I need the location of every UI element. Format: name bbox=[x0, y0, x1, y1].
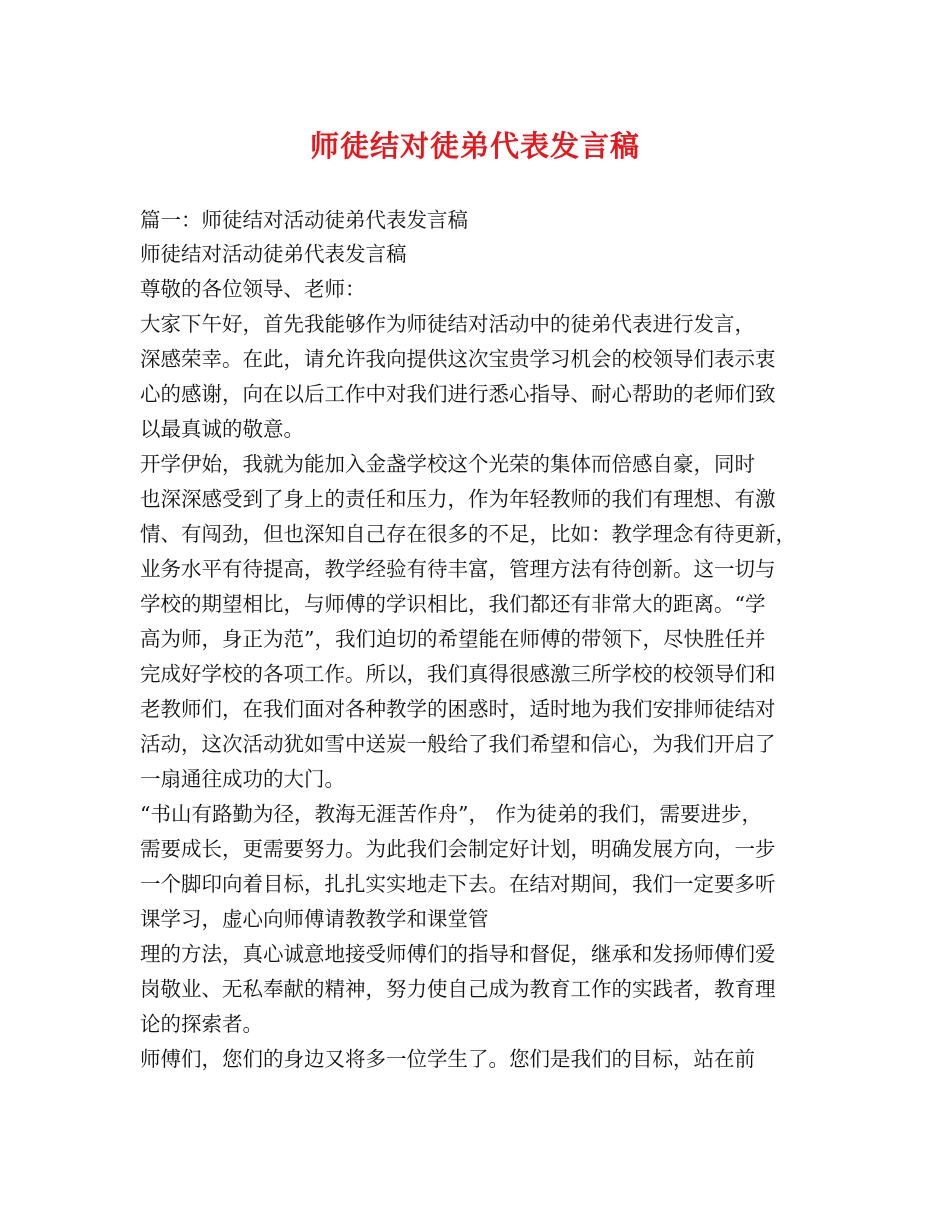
text-line: 以最真诚的敬意。 bbox=[140, 417, 304, 441]
text-line: 深感荣幸。在此，请允许我向提供这次宝贵学习机会的校领导们表示衷 bbox=[140, 347, 776, 371]
text-line: 岗敬业、无私奉献的精神，努力使自己成为教育工作的实践者，教育理 bbox=[140, 977, 776, 1001]
text-line: 一个脚印向着目标，扎扎实实地走下去。在结对期间，我们一定要多听 bbox=[140, 872, 776, 896]
text-line: “书山有路勤为径，教海无涯苦作舟”， 作为徒弟的我们，需要进步， bbox=[140, 802, 762, 826]
document-title: 师徒结对徒弟代表发言稿 bbox=[309, 129, 640, 163]
text-line: 论的探索者。 bbox=[140, 1012, 263, 1036]
text-line: 篇一：师徒结对活动徒弟代表发言稿 bbox=[140, 208, 468, 232]
text-line: 老教师们，在我们面对各种教学的困惑时，适时地为我们安排师徒结对 bbox=[140, 697, 776, 721]
text-line: 活动，这次活动犹如雪中送炭一般给了我们希望和信心，为我们开启了 bbox=[140, 732, 776, 756]
text-line: 高为师，身正为范”，我们迫切的希望能在师傅的带领下，尽快胜任并 bbox=[140, 627, 766, 651]
text-line: 学校的期望相比，与师傅的学识相比，我们都还有非常大的距离。“学 bbox=[140, 592, 766, 616]
text-line: 一扇通往成功的大门。 bbox=[140, 767, 345, 791]
text-line: 理的方法，真心诚意地接受师傅们的指导和督促，继承和发扬师傅们爱 bbox=[140, 942, 776, 966]
text-line: 情、有闯劲，但也深知自己存在很多的不足，比如：教学理念有待更新， bbox=[140, 522, 796, 546]
text-line: 师傅们，您们的身边又将多一位学生了。您们是我们的目标，站在前 bbox=[140, 1047, 755, 1071]
text-line: 开学伊始，我就为能加入金盏学校这个光荣的集体而倍感自豪，同时 bbox=[140, 452, 755, 476]
text-line: 尊敬的各位领导、老师： bbox=[140, 277, 366, 301]
text-line: 心的感谢，向在以后工作中对我们进行悉心指导、耐心帮助的老师们致 bbox=[140, 382, 776, 406]
text-line: 课学习，虚心向师傅请教教学和课堂管 bbox=[140, 907, 489, 931]
text-line: 也深深感受到了身上的责任和压力，作为年轻教师的我们有理想、有激 bbox=[140, 487, 776, 511]
text-line: 业务水平有待提高，教学经验有待丰富，管理方法有待创新。这一切与 bbox=[140, 557, 776, 581]
text-line: 需要成长，更需要努力。为此我们会制定好计划，明确发展方向，一步 bbox=[140, 837, 776, 861]
text-line: 完成好学校的各项工作。所以，我们真得很感激三所学校的校领导们和 bbox=[140, 662, 776, 686]
text-line: 大家下午好，首先我能够作为师徒结对活动中的徒弟代表进行发言， bbox=[140, 312, 755, 336]
text-line: 师徒结对活动徒弟代表发言稿 bbox=[140, 242, 407, 266]
